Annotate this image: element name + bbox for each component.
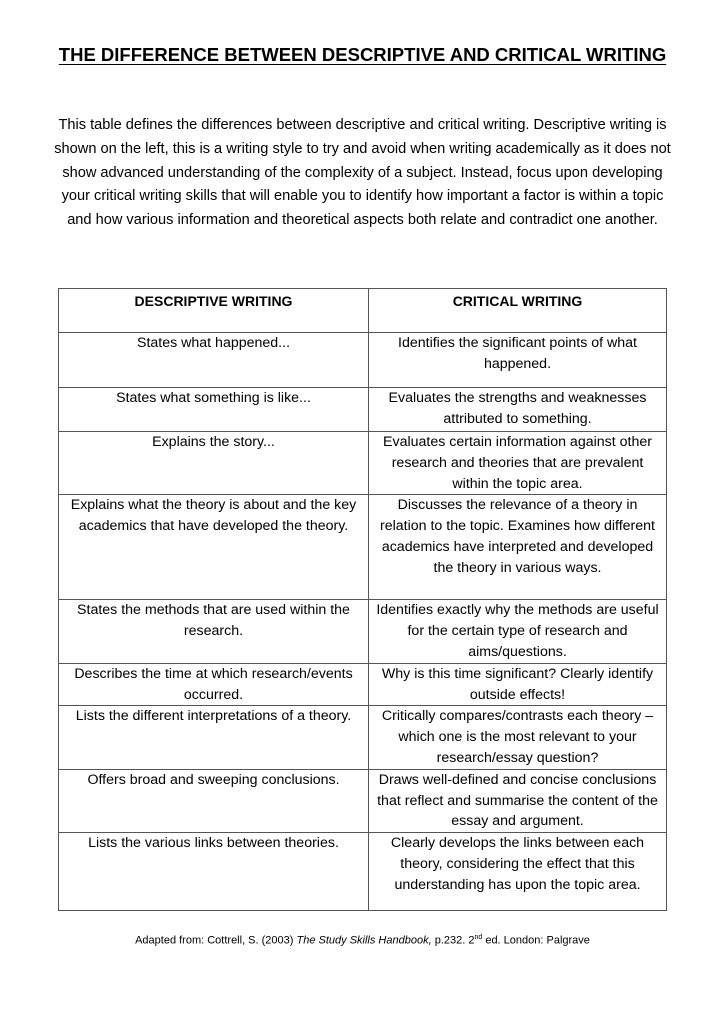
table-row (59, 833, 667, 911)
table-row (59, 663, 667, 706)
table-row (59, 333, 667, 388)
table-row (59, 495, 667, 600)
critical-cell: Evaluates the strengths and weaknesses attributed to something. (369, 388, 667, 432)
citation-edition-superscript: nd (474, 934, 483, 941)
table-row (59, 388, 667, 432)
table-row (59, 706, 667, 769)
descriptive-cell: Explains what the theory is about and the key academics that have developed the theory. (59, 495, 369, 600)
critical-cell: Identifies the significant points of what happened. (369, 333, 667, 388)
citation-page: p.232. 2 (431, 934, 475, 947)
citation-suffix: ed. London: Palgrave (482, 934, 590, 947)
critical-cell: Clearly develops the links between each theory, considering the effect that this understanding has upon the topic area. (369, 833, 667, 911)
descriptive-cell: Offers broad and sweeping conclusions. (59, 769, 369, 832)
table-row (59, 769, 667, 832)
comparison-table (58, 288, 667, 911)
citation-book-title: The Study Skills Handbook, (296, 934, 432, 947)
critical-cell: Identifies exactly why the methods are useful for the certain type of research and aims/questions. (369, 600, 667, 663)
page-title: THE DIFFERENCE BETWEEN DESCRIPTIVE AND CRITICAL WRITING (58, 44, 667, 65)
descriptive-cell: Lists the different interpretations of a theory. (59, 706, 369, 769)
header-critical: CRITICAL WRITING (369, 289, 667, 333)
descriptive-cell: Explains the story... (59, 432, 369, 495)
critical-cell: Why is this time significant? Clearly identify outside effects! (369, 663, 667, 706)
intro-paragraph: This table defines the differences between descriptive and critical writing. Descriptive writing is shown on the left, this is a writing style to try and avoid when writing academically as it does not show advanced understanding of the complexity of a subject. Instead, focus upon developing your critical writing skills that will enable you to identify how important a factor is within a topic and how various information and theoretical aspects both relate and contradict one another. (54, 117, 671, 229)
descriptive-cell: Lists the various links between theories. (59, 833, 369, 911)
critical-cell: Evaluates certain information against other research and theories that are prevalent within the topic area. (369, 432, 667, 495)
citation-footer (0, 934, 725, 947)
table-row (59, 432, 667, 495)
critical-cell: Discusses the relevance of a theory in relation to the topic. Examines how different academics have interpreted and developed the theory in various ways. (369, 495, 667, 600)
descriptive-cell: Describes the time at which research/events occurred. (59, 663, 369, 706)
critical-cell: Draws well-defined and concise conclusions that reflect and summarise the content of the essay and argument. (369, 769, 667, 832)
descriptive-cell: States what happened... (59, 333, 369, 388)
header-descriptive: DESCRIPTIVE WRITING (59, 289, 369, 333)
descriptive-cell: States what something is like... (59, 388, 369, 432)
table-header-row (59, 289, 667, 333)
descriptive-cell: States the methods that are used within the research. (59, 600, 369, 663)
table-row (59, 600, 667, 663)
citation-prefix: Adapted from: Cottrell, S. (2003) (135, 934, 297, 947)
critical-cell: Critically compares/contrasts each theory – which one is the most relevant to your research/essay question? (369, 706, 667, 769)
